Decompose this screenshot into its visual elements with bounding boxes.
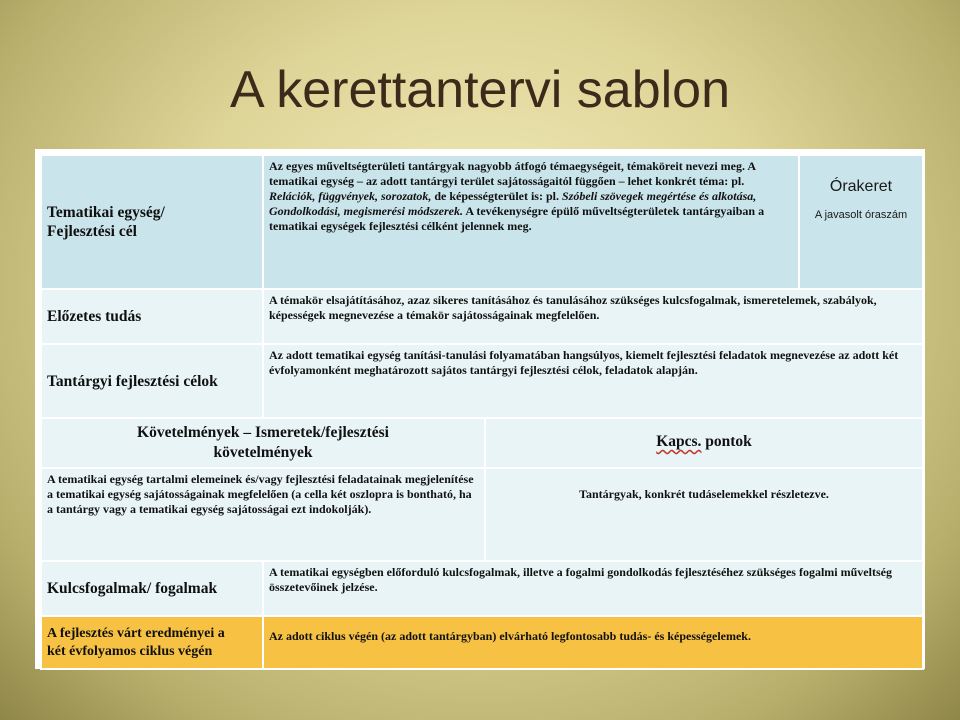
eredmenyek-label-line1: A fejlesztés várt eredményei a <box>47 625 225 641</box>
orakeret-subtitle: A javasolt óraszám <box>814 209 908 221</box>
kovetelmenyek-description: A tematikai egység tartalmi elemeinek és/vagy fejlesztési feladatainak megjelenítése a tematikai egység sajátosságainak megfelelően (a cella két oszlopra is bontható, ha a tantárgy vagy a tematikai egység sajátosságai ezt indokolják). <box>41 468 485 561</box>
kovetelmenyek-header-line1: Követelmények – Ismeretek/fejlesztési <box>137 424 389 441</box>
tematikai-egyseg-label <box>41 155 263 289</box>
kulcsfogalmak-description: A tematikai egységben előforduló kulcsfogalmak, illetve a fogalmi gondolkodás fejlesztéséhez szükséges fogalmi műveltség összetevőinek jelzése. <box>263 561 923 616</box>
eredmenyek-label-line2: két évfolyamos ciklus végén <box>47 643 213 659</box>
tematikai-desc-part2: de képességterület is: pl. <box>431 189 562 203</box>
kulcsfogalmak-label: Kulcsfogalmak/ fogalmak <box>41 561 263 616</box>
template-grid <box>40 154 924 670</box>
tematikai-label-line2: Fejlesztési cél <box>47 223 137 240</box>
row-tematikai-egyseg <box>41 155 923 289</box>
row-elozetes-tudas <box>41 289 923 344</box>
vart-eredmenyek-description: Az adott ciklus végén (az adott tantárgyban) elvárható legfontosabb tudás- és képességelemek. <box>263 616 923 669</box>
vart-eredmenyek-label <box>41 616 263 669</box>
orakeret-cell <box>799 155 923 289</box>
kapcs-pontok-description: Tantárgyak, konkrét tudáselemekkel részletezve. <box>485 468 923 561</box>
slide-title: A kerettantervi sablon <box>229 61 731 119</box>
kapcs-pontok-word: pontok <box>701 433 752 450</box>
tematikai-label-line1: Tematikai egység/ <box>47 204 165 221</box>
tantargyi-celok-description: Az adott tematikai egység tanítási-tanulási folyamatában hangsúlyos, kiemelt fejlesztési feladatok megnevezése az adott két évfolyamonként meghatározott sajátos tantárgyi fejlesztési célok, feladatok alapján. <box>263 344 923 418</box>
elozetes-tudas-label: Előzetes tudás <box>41 289 263 344</box>
tematikai-egyseg-description <box>263 155 799 289</box>
tematikai-desc-examples1: Relációk, függvények, sorozatok, <box>269 189 432 203</box>
tematikai-desc-examples2: Szóbeli szövegek megértése és alkotása, Gondolkodási, megismerési módszerek. <box>269 189 757 218</box>
curriculum-template-table <box>35 149 925 669</box>
elozetes-tudas-description: A témakör elsajátításához, azaz sikeres tanításához és tanulásához szükséges kulcsfogalmak, ismeretelemek, szabályok, képességek megnevezése a témakör sajátosságainak megfelelően. <box>263 289 923 344</box>
tematikai-desc-part3: A tevékenységre épülő műveltségterületek tantárgyaiban a tematikai egységek fejlesztési célként jelennek meg. <box>269 204 765 233</box>
tantargyi-celok-label: Tantárgyi fejlesztési célok <box>41 344 263 418</box>
row-kovetelmenyek-body <box>41 468 923 561</box>
row-vart-eredmenyek <box>41 616 923 669</box>
kovetelmenyek-header <box>41 418 485 468</box>
kovetelmenyek-header-line2: követelmények <box>213 444 313 461</box>
row-tantargyi-celok <box>41 344 923 418</box>
row-kovetelmenyek-header <box>41 418 923 468</box>
kapcs-pontok-title <box>491 434 917 449</box>
orakeret-title: Órakeret <box>829 178 893 195</box>
tematikai-desc-part1: Az egyes műveltségterületi tantárgyak nagyobb átfogó témaegységeit, témaköreit nevezi meg. A tematikai egység – az adott tantárgyi terület sajátosságaitól függően – lehet konkrét téma: pl. <box>269 159 756 188</box>
row-kulcsfogalmak <box>41 561 923 616</box>
kapcs-pontok-header <box>485 418 923 468</box>
kapcs-abbrev: Kapcs. <box>656 433 702 450</box>
